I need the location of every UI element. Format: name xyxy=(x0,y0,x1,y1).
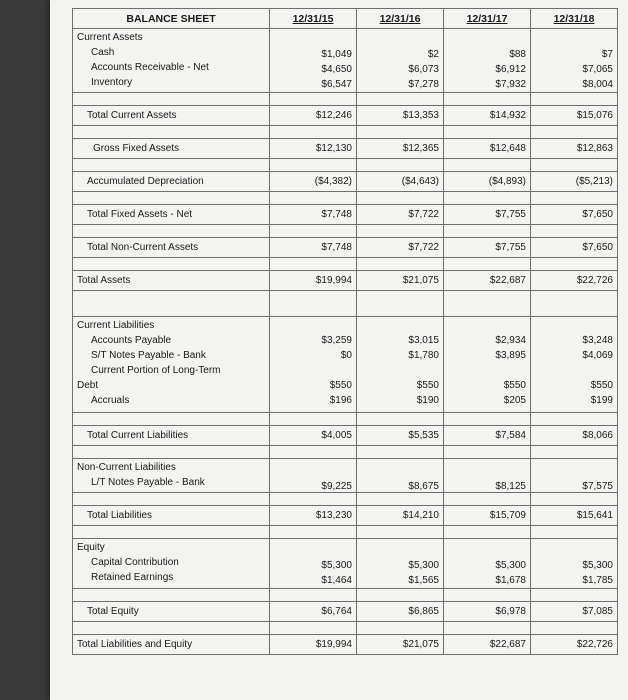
row-label: Gross Fixed Assets xyxy=(73,139,270,159)
value: $7,065 xyxy=(582,64,613,75)
equity-block xyxy=(73,539,618,589)
spacer-row xyxy=(73,622,618,635)
table-row xyxy=(73,106,618,126)
value: $13,353 xyxy=(357,106,444,126)
table-row xyxy=(73,205,618,225)
value: $6,764 xyxy=(270,602,357,622)
value: $3,895 xyxy=(495,350,526,361)
value: $7,932 xyxy=(495,79,526,90)
value: $21,075 xyxy=(357,271,444,291)
non-current-liabilities-block xyxy=(73,459,618,493)
row-label: Capital Contribution xyxy=(91,557,179,568)
spacer-row xyxy=(73,258,618,271)
non-current-liabilities-labels xyxy=(73,459,270,493)
value: $3,015 xyxy=(408,335,439,346)
value: $6,978 xyxy=(444,602,531,622)
column-header: 12/31/16 xyxy=(357,9,444,29)
section-header: Non-Current Liabilities xyxy=(77,462,176,473)
value: $205 xyxy=(503,395,526,406)
value: ($4,893) xyxy=(444,172,531,192)
current-assets-block xyxy=(73,29,618,93)
value: $14,932 xyxy=(444,106,531,126)
row-label: S/T Notes Payable - Bank xyxy=(91,350,206,361)
value: ($4,382) xyxy=(270,172,357,192)
value: $22,726 xyxy=(531,271,618,291)
value: $14,210 xyxy=(357,506,444,526)
value: $7,755 xyxy=(444,238,531,258)
value: $199 xyxy=(590,395,613,406)
value: $4,005 xyxy=(270,426,357,446)
value: $22,726 xyxy=(531,635,618,655)
value: $550 xyxy=(329,380,352,391)
value: $6,547 xyxy=(321,79,352,90)
spacer-row xyxy=(73,413,618,426)
value: $7,584 xyxy=(444,426,531,446)
value-cell xyxy=(444,539,531,589)
value: $7,085 xyxy=(531,602,618,622)
row-label: Accumulated Depreciation xyxy=(73,172,270,192)
value: $1,565 xyxy=(408,575,439,586)
row-label: Total Liabilities and Equity xyxy=(73,635,270,655)
value: $1,780 xyxy=(408,350,439,361)
value: $550 xyxy=(416,380,439,391)
column-header: 12/31/15 xyxy=(270,9,357,29)
table-row xyxy=(73,506,618,526)
value: $15,641 xyxy=(531,506,618,526)
value: $2 xyxy=(427,49,439,60)
value: $6,073 xyxy=(408,64,439,75)
row-label: Accounts Receivable - Net xyxy=(91,62,209,73)
section-header: Current Assets xyxy=(77,32,143,43)
value: $7,748 xyxy=(270,205,357,225)
current-liabilities-block xyxy=(73,317,618,413)
value: $15,709 xyxy=(444,506,531,526)
value-cell xyxy=(444,317,531,413)
spacer-row xyxy=(73,589,618,602)
value-cell xyxy=(357,317,444,413)
value: $190 xyxy=(416,395,439,406)
row-label: Current Portion of Long-Term xyxy=(91,365,221,376)
value: $21,075 xyxy=(357,635,444,655)
value: $7 xyxy=(601,49,613,60)
value: $7,722 xyxy=(357,238,444,258)
sheet-title: BALANCE SHEET xyxy=(73,9,270,29)
row-label: Total Current Liabilities xyxy=(73,426,270,446)
row-label: Total Equity xyxy=(73,602,270,622)
equity-labels xyxy=(73,539,270,589)
value: $5,300 xyxy=(582,560,613,571)
row-label: Total Current Assets xyxy=(73,106,270,126)
value: $19,994 xyxy=(270,635,357,655)
value-cell xyxy=(357,29,444,93)
value: ($4,643) xyxy=(357,172,444,192)
spacer-row xyxy=(73,225,618,238)
balance-sheet-paper xyxy=(50,0,628,700)
value: $0 xyxy=(340,350,352,361)
value: $1,678 xyxy=(495,575,526,586)
value: $7,575 xyxy=(531,459,618,493)
value: ($5,213) xyxy=(531,172,618,192)
value: $12,130 xyxy=(270,139,357,159)
row-label: Total Liabilities xyxy=(73,506,270,526)
spacer-row xyxy=(73,126,618,139)
spacer-row xyxy=(73,446,618,459)
value: $8,125 xyxy=(444,459,531,493)
value: $8,004 xyxy=(582,79,613,90)
value: $12,365 xyxy=(357,139,444,159)
row-label: Inventory xyxy=(91,77,133,88)
value: $8,675 xyxy=(357,459,444,493)
spacer-row xyxy=(73,93,618,106)
value: $88 xyxy=(509,49,526,60)
value: $7,748 xyxy=(270,238,357,258)
current-liabilities-labels xyxy=(73,317,270,413)
value: $2,934 xyxy=(495,335,526,346)
row-label: Accruals xyxy=(91,395,130,406)
value: $5,300 xyxy=(408,560,439,571)
value: $3,248 xyxy=(582,335,613,346)
table-row xyxy=(73,172,618,192)
column-header: 12/31/18 xyxy=(531,9,618,29)
value: $550 xyxy=(503,380,526,391)
value: $6,912 xyxy=(495,64,526,75)
value: $13,230 xyxy=(270,506,357,526)
value-cell xyxy=(531,539,618,589)
row-label: Retained Earnings xyxy=(91,572,174,583)
section-header: Current Liabilities xyxy=(77,320,155,331)
spacer-row xyxy=(73,526,618,539)
value: $15,076 xyxy=(531,106,618,126)
table-row xyxy=(73,635,618,655)
value-cell xyxy=(357,539,444,589)
value: $6,865 xyxy=(357,602,444,622)
value: $7,650 xyxy=(531,205,618,225)
spacer-row xyxy=(73,291,618,317)
spacer-row xyxy=(73,192,618,205)
value: $5,300 xyxy=(321,560,352,571)
section-header: Equity xyxy=(77,542,105,553)
row-label: Accounts Payable xyxy=(91,335,172,346)
value: $7,650 xyxy=(531,238,618,258)
value: $1,785 xyxy=(582,575,613,586)
value: $12,648 xyxy=(444,139,531,159)
value: $22,687 xyxy=(444,271,531,291)
value: $4,650 xyxy=(321,64,352,75)
table-row xyxy=(73,139,618,159)
row-label: Cash xyxy=(91,47,115,58)
row-label: Total Non-Current Assets xyxy=(73,238,270,258)
value: $12,246 xyxy=(270,106,357,126)
value: $22,687 xyxy=(444,635,531,655)
value-cell xyxy=(531,317,618,413)
row-label: Total Assets xyxy=(73,271,270,291)
table-row xyxy=(73,271,618,291)
value: $7,755 xyxy=(444,205,531,225)
value: $4,069 xyxy=(582,350,613,361)
value-cell xyxy=(270,317,357,413)
value-cell xyxy=(270,29,357,93)
header-row xyxy=(73,9,618,29)
current-assets-labels xyxy=(73,29,270,93)
value: $5,535 xyxy=(357,426,444,446)
row-label: Debt xyxy=(77,380,99,391)
value: $19,994 xyxy=(270,271,357,291)
value-cell xyxy=(531,29,618,93)
spacer-row xyxy=(73,159,618,172)
row-label: L/T Notes Payable - Bank xyxy=(91,477,205,488)
value: $12,863 xyxy=(531,139,618,159)
value: $7,722 xyxy=(357,205,444,225)
value: $550 xyxy=(590,380,613,391)
value: $3,259 xyxy=(321,335,352,346)
value: $1,049 xyxy=(321,49,352,60)
value: $1,464 xyxy=(321,575,352,586)
value-cell xyxy=(444,29,531,93)
value: $8,066 xyxy=(531,426,618,446)
column-header: 12/31/17 xyxy=(444,9,531,29)
spacer-row xyxy=(73,493,618,506)
value-cell xyxy=(270,539,357,589)
table-row xyxy=(73,426,618,446)
value: $196 xyxy=(329,395,352,406)
value: $9,225 xyxy=(270,459,357,493)
table-row xyxy=(73,238,618,258)
row-label: Total Fixed Assets - Net xyxy=(73,205,270,225)
table-row xyxy=(73,602,618,622)
value: $5,300 xyxy=(495,560,526,571)
balance-sheet-table xyxy=(72,8,618,655)
value: $7,278 xyxy=(408,79,439,90)
